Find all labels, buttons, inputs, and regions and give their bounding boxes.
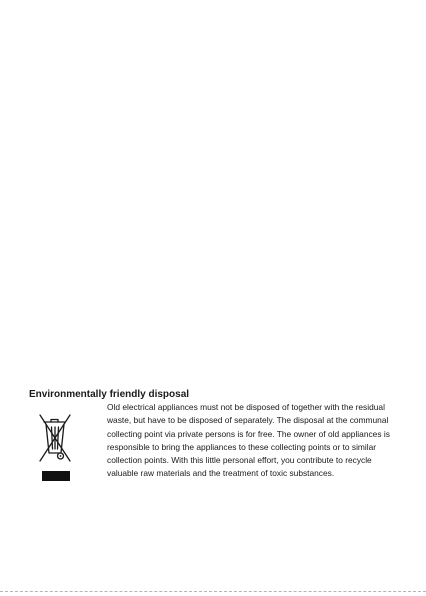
disposal-paragraph [107,401,407,481]
paragraph-line: collecting point via private persons is for free. The owner of old appliances is [107,428,390,439]
paragraph-line: valuable raw materials and the treatment of toxic substances. [107,468,335,479]
section-heading: Environmentally friendly disposal [29,389,190,400]
paragraph-line: collection points. With this little personal effort, you contribute to recycle [107,455,372,466]
crossed-out-wheelie-bin-icon [38,409,74,483]
paragraph-line: responsible to bring the appliances to these collecting points or to similar [107,441,377,452]
paragraph-line: Old electrical appliances must not be disposed of together with the residual [107,402,385,412]
page-bottom-rule [0,591,426,593]
paragraph-line: waste, but have to be disposed of separately. The disposal at the communal [107,415,389,426]
